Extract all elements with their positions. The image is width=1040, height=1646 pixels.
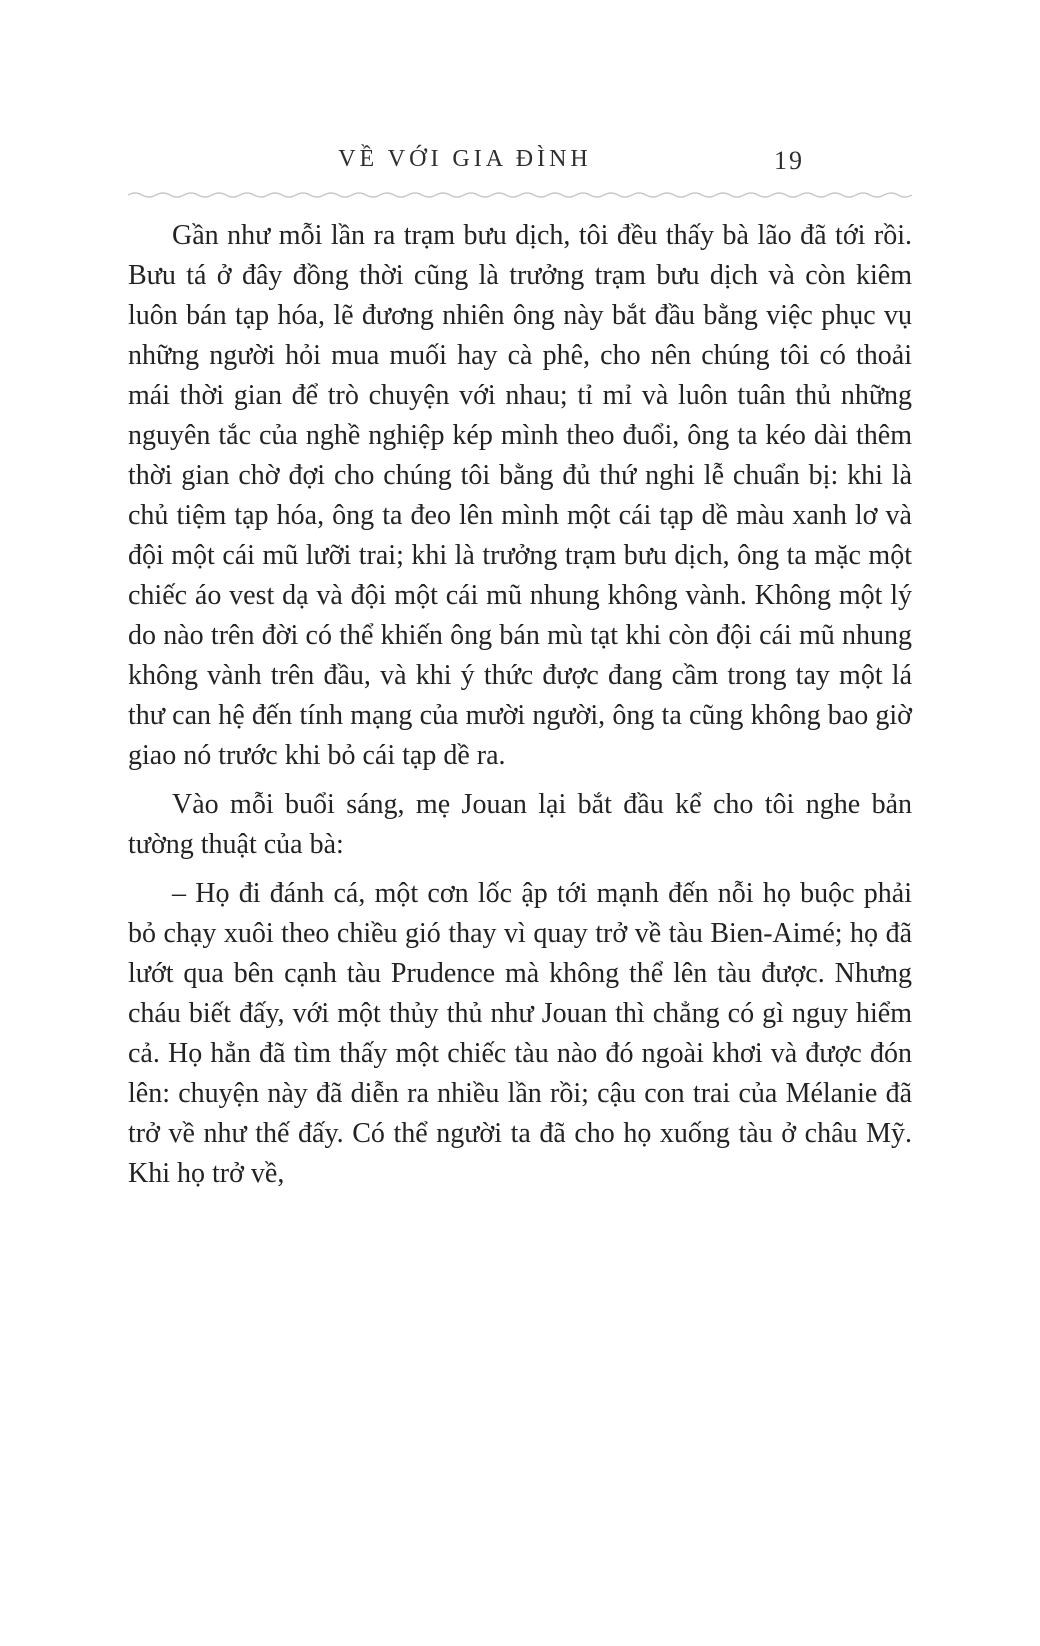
paragraph: Gần như mỗi lần ra trạm bưu dịch, tôi đều thấy bà lão đã tới rồi. Bưu tá ở đây đồng thời cũng là trưởng trạm bưu dịch và còn kiêm luôn bán tạp hóa, lẽ đương nhiên ông này bắt đầu bằng việc phục vụ những người hỏi mua muối hay cà phê, cho nên chúng tôi có thoải mái thời gian để trò chuyện với nhau; tỉ mỉ và luôn tuân thủ những nguyên tắc của nghề nghiệp kép mình theo đuổi, ông ta kéo dài thêm thời gian chờ đợi cho chúng tôi bằng đủ thứ nghi lễ chuẩn bị: khi là chủ tiệm tạp hóa, ông ta đeo lên mình một cái tạp dề màu xanh lơ và đội một cái mũ lưỡi trai; khi là trưởng trạm bưu dịch, ông ta mặc một chiếc áo vest dạ và đội một cái mũ nhung không vành. Không một lý do nào trên đời có thể khiến ông bán mù tạt khi còn đội cái mũ nhung không vành trên đầu, và khi ý thức được đang cầm trong tay một lá thư can hệ đến tính mạng của mười người, ông ta cũng không bao giờ giao nó trước khi bỏ cái tạp dề ra. <box>128 220 912 771</box>
page-body <box>128 216 912 1194</box>
wavy-divider <box>128 190 912 200</box>
page-number: 19 <box>774 146 804 175</box>
wavy-divider-path <box>128 193 912 197</box>
page-header <box>128 146 912 180</box>
paragraph: – Họ đi đánh cá, một cơn lốc ập tới mạnh đến nỗi họ buộc phải bỏ chạy xuôi theo chiều gió thay vì quay trở về tàu Bien-Aimé; họ đã lướt qua bên cạnh tàu Prudence mà không thể lên tàu được. Nhưng cháu biết đấy, với một thủy thủ như Jouan thì chẳng có gì nguy hiểm cả. Họ hẳn đã tìm thấy một chiếc tàu nào đó ngoài khơi và được đón lên: chuyện này đã diễn ra nhiều lần rồi; cậu con trai của Mélanie đã trở về như thế đấy. Có thể người ta đã cho họ xuống tàu ở châu Mỹ. Khi họ trở về, <box>128 878 912 1189</box>
paragraph: Vào mỗi buổi sáng, mẹ Jouan lại bắt đầu kể cho tôi nghe bản tường thuật của bà: <box>128 789 912 860</box>
running-title: VỀ VỚI GIA ĐÌNH <box>338 146 592 172</box>
